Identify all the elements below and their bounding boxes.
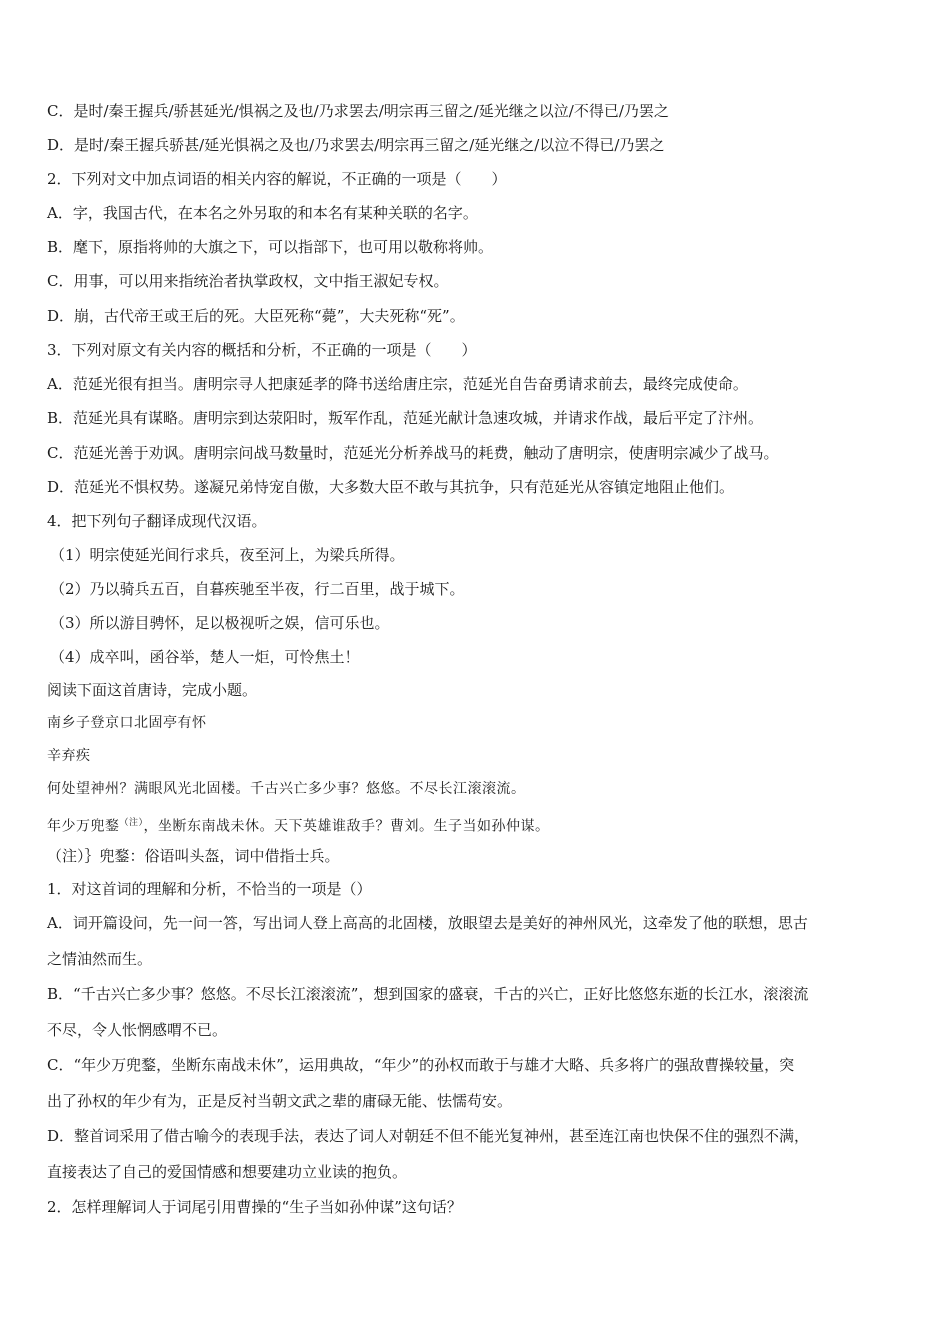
q4-sentence-3: （3）所以游目骋怀，足以极视听之娱，信可乐也。 [50,614,390,632]
q3-option-a: A．范延光很有担当。唐明宗寻人把康延孝的降书送给唐庄宗，范延光自告奋勇请求前去，最终完成使命。 [47,375,748,393]
q3-option-c: C．范延光善于劝讽。唐明宗问战马数量时，范延光分析养战马的耗费，触动了唐明宗，使唐明宗减少了战马。 [47,444,779,462]
poem-author: 辛弃疾 [47,748,91,764]
q2-option-b: B．麾下，原指将帅的大旗之下，可以指部下，也可用以敬称将帅。 [47,238,494,256]
poem-question-2-stem: 2．怎样理解词人于词尾引用曹操的“生子当如孙仲谋”这句话？ [47,1198,462,1216]
q2-option-a: A．字，我国古代，在本名之外另取的和本名有某种关联的名字。 [47,204,478,222]
pq1-option-a-line-1: A．词开篇设问，先一问一答，写出词人登上高高的北固楼，放眼望去是美好的神州风光，这牵发了他的联想，思古 [47,914,808,932]
pq1-option-d-line-1: D．整首词采用了借古喻今的表现手法，表达了词人对朝廷不但不能光复神州，甚至连江南也快保不住的强烈不满， [47,1127,810,1145]
q2-option-c: C．用事，可以用来指统治者执掌政权，文中指王淑妃专权。 [47,272,449,290]
q3-option-b: B．范延光具有谋略。唐明宗到达荥阳时，叛军作乱，范延光献计急速攻城，并请求作战，最后平定了汴州。 [47,409,764,427]
question-4-stem: 4．把下列句子翻译成现代汉语。 [47,512,267,530]
poem-line-2-head: 年少万兜鍪 [47,818,120,835]
q4-sentence-2: （2）乃以骑兵五百，自暮疾驰至半夜，行二百里，战于城下。 [50,580,465,598]
question-3-stem: 3．下列对原文有关内容的概括和分析，不正确的一项是（ ） [47,341,477,359]
pq1-option-c-line-1: C．“年少万兜鍪，坐断东南战未休”，运用典故，“年少”的孙权而敢于与雄才大略、兵多将广的强敌曹操较量，突 [47,1056,795,1074]
question-2-stem: 2．下列对文中加点词语的相关内容的解说，不正确的一项是（ ） [47,170,507,188]
pq1-option-a-line-2: 之情油然而生。 [47,950,153,968]
option-c-line: C．是时/秦王握兵/骄甚延光/惧祸之及也/乃求罢去/明宗再三留之/延光继之以泣/不得已/乃罢之 [47,102,669,120]
pq1-option-c-line-2: 出了孙权的年少有为，正是反衬当朝文武之辈的庸碌无能、怯懦苟安。 [47,1092,513,1110]
q4-sentence-1: （1）明宗使延光间行求兵，夜至河上，为梁兵所得。 [50,546,405,564]
pq1-option-b-line-1: B．“千古兴亡多少事？悠悠。不尽长江滚滚流”，想到国家的盛衰，千古的兴亡，正好比悠悠东逝的长江水，滚滚流 [47,985,809,1003]
reading-instruction: 阅读下面这首唐诗，完成小题。 [47,681,258,699]
poem-title: 南乡子登京口北固亭有怀 [47,715,207,731]
note-marker: （注） [119,818,144,828]
pq1-option-d-line-2: 直接表达了自己的爱国情感和想要建功立业读的抱负。 [47,1163,408,1181]
q4-sentence-4: （4）成卒叫，函谷举，楚人一炬，可怜焦土！ [50,648,360,666]
q3-option-d: D．范延光不惧权势。遂凝兄弟恃宠自傲，大多数大臣不敢与其抗争，只有范延光从容镇定地阻止他们。 [47,478,735,496]
poem-line-2-tail: ，坐断东南战未休。天下英雄谁敌手？曹刘。生子当如孙仲谋。 [143,818,550,835]
poem-note: （注）｝兜鍪：俗语叫头盔，词中借指士兵。 [47,847,340,865]
pq1-option-b-line-2: 不尽，令人怅惘感喟不已。 [47,1021,228,1039]
poem-question-1-stem: 1．对这首词的理解和分析，不恰当的一项是（） [47,880,372,898]
q2-option-d: D．崩，古代帝王或王后的死。大臣死称“薨”，大夫死称“死”。 [47,307,465,325]
option-d-line: D．是时/秦王握兵骄甚/延光惧祸之及也/乃求罢去/明宗再三留之/延光继之/以泣不得已/乃罢之 [47,136,665,154]
poem-line-2 [47,813,550,837]
poem-line-1: 何处望神州？满眼风光北固楼。千古兴亡多少事？悠悠。不尽长江滚滚流。 [47,781,526,797]
